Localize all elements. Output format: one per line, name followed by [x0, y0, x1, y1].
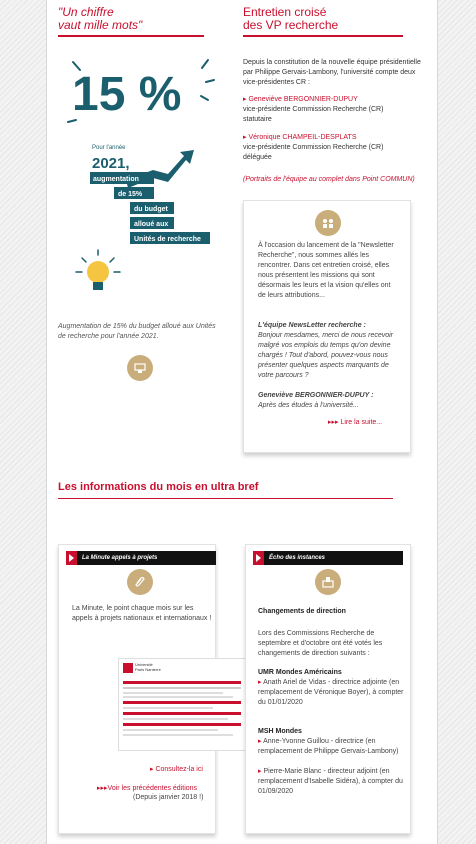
unit1-title: UMR Mondes Américains: [258, 669, 342, 676]
previous-editions-link[interactable]: ▸▸▸Voir les précédentes éditions: [97, 785, 198, 792]
vp2-role1: vice-présidente Commission Recherche (CR): [243, 144, 384, 151]
doc-brand-line2: Paris Nanterre: [135, 667, 161, 672]
minute-document-thumbnail[interactable]: [118, 658, 246, 751]
newsletter-page: [46, 0, 438, 844]
unit2-title: MSH Mondes: [258, 728, 302, 735]
unit2-item2: ▸ Pierre-Marie Blanc - directeur adjoint (en remplacement d'Isabelle Sidéra), à compter du 01/09/2020: [258, 768, 403, 795]
read-more-link[interactable]: ▸▸▸ Lire la suite...: [328, 419, 383, 426]
minute-description: La Minute, le point chaque mois sur les appels à projets nationaux et internationaux !: [72, 605, 212, 622]
minute-bar-label: La Minute appels à projets: [82, 555, 158, 561]
svg-text:alloué aux: alloué aux: [134, 221, 169, 228]
answer-label: Geneviève BERGONNIER-DUPUY :: [258, 392, 374, 399]
svg-text:Unités de recherche: Unités de recherche: [134, 236, 201, 243]
right-title-line1: Entretien croisé: [243, 5, 327, 19]
vp2-block: ▸ Véronique CHAMPEIL-DESPLATS vice-présidente Commission Recherche (CR) déléguée: [243, 133, 423, 163]
left-title-underline: [58, 35, 204, 37]
podium-icon[interactable]: [127, 355, 153, 381]
vp2-role2: déléguée: [243, 154, 272, 161]
portraits-link[interactable]: (Portraits de l'équipe au complet dans Point COMMUN): [243, 176, 415, 183]
right-title-line2: des VP recherche: [243, 18, 339, 32]
vp1-block: ▸ Geneviève BERGONNIER-DUPUY vice-présidente Commission Recherche (CR) statutaire: [243, 95, 423, 125]
question-text: Bonjour mesdames, merci de nous recevoir malgré vos emplois du temps qu'on devine chargés ! Tout d'abord, pouvez-vous nous présenter quelques aspects marquants de votre parcours ?: [258, 332, 394, 379]
right-section-title: [243, 6, 338, 32]
vp1-role1: vice-présidente Commission Recherche (CR): [243, 106, 384, 113]
echo-card-bar: [253, 551, 403, 565]
vp1-name-link[interactable]: Geneviève BERGONNIER-DUPUY: [248, 96, 358, 103]
ballot-box-icon: [315, 569, 341, 595]
vp-intro-text: Depuis la constitution de la nouvelle équipe présidentielle par Philippe Gervais-Lambony, l'université compte deux vice-présidentes CR :: [243, 59, 421, 86]
svg-text:de 15%: de 15%: [118, 191, 143, 198]
vp2-name-link[interactable]: Véronique CHAMPEIL-DESPLATS: [248, 134, 357, 141]
minute-card-bar: [66, 551, 216, 565]
svg-text:Pour l'année: Pour l'année: [92, 145, 126, 151]
svg-text:2021,: 2021,: [92, 155, 130, 172]
infographic-15-percent[interactable]: [58, 50, 222, 304]
big-number: 15 %: [72, 68, 182, 121]
unit1-item: ▸ Anath Ariel de Vidas - directrice adjointe (en remplacement de Véronique Boyer), à compter du 01/01/2020: [258, 679, 404, 706]
svg-text:du budget: du budget: [134, 206, 168, 213]
paperclip-icon: [127, 569, 153, 595]
interview-intro: À l'occasion du lancement de la "Newsletter Recherche", nous sommes allés les rencontrer. Dans cet entretien croisé, elles nous présentent les missions qui sont désormais les leurs et la vision qu'elles ont de leurs attributions...: [258, 242, 394, 299]
unit2-item1: ▸ Anne-Yvonne Guillou - directrice (en remplacement de Philippe Gervais-Lambony): [258, 738, 399, 755]
left-section-title: [58, 6, 142, 32]
answer-text: Après des études à l'université...: [258, 402, 359, 409]
svg-text:augmentation: augmentation: [93, 176, 139, 183]
interview-card: [243, 200, 411, 453]
ultra-bref-section-title: Les informations du mois en ultra bref: [58, 481, 259, 493]
section-underline: [58, 498, 393, 499]
echo-intro: Lors des Commissions Recherche de septembre et d'octobre ont été votés les changements de direction suivants :: [258, 630, 383, 657]
question-label: L'équipe NewsLetter recherche :: [258, 322, 366, 329]
doc-brand-line1: Université: [135, 662, 153, 667]
consult-link[interactable]: ▸ Consultez-la ici: [150, 766, 203, 773]
echo-heading: Changements de direction: [258, 608, 346, 615]
left-title-line2: vaut mille mots": [58, 18, 143, 32]
right-title-underline: [243, 35, 403, 37]
people-icon: [315, 210, 341, 236]
left-title-line1: "Un chiffre: [58, 5, 114, 19]
vp1-role2: statutaire: [243, 116, 272, 123]
echo-bar-label: Écho des instances: [269, 555, 326, 561]
previous-editions-note: (Depuis janvier 2018 !): [133, 794, 204, 801]
infographic-caption: Augmentation de 15% du budget alloué aux Unités de recherche pour l'année 2021.: [58, 323, 216, 340]
